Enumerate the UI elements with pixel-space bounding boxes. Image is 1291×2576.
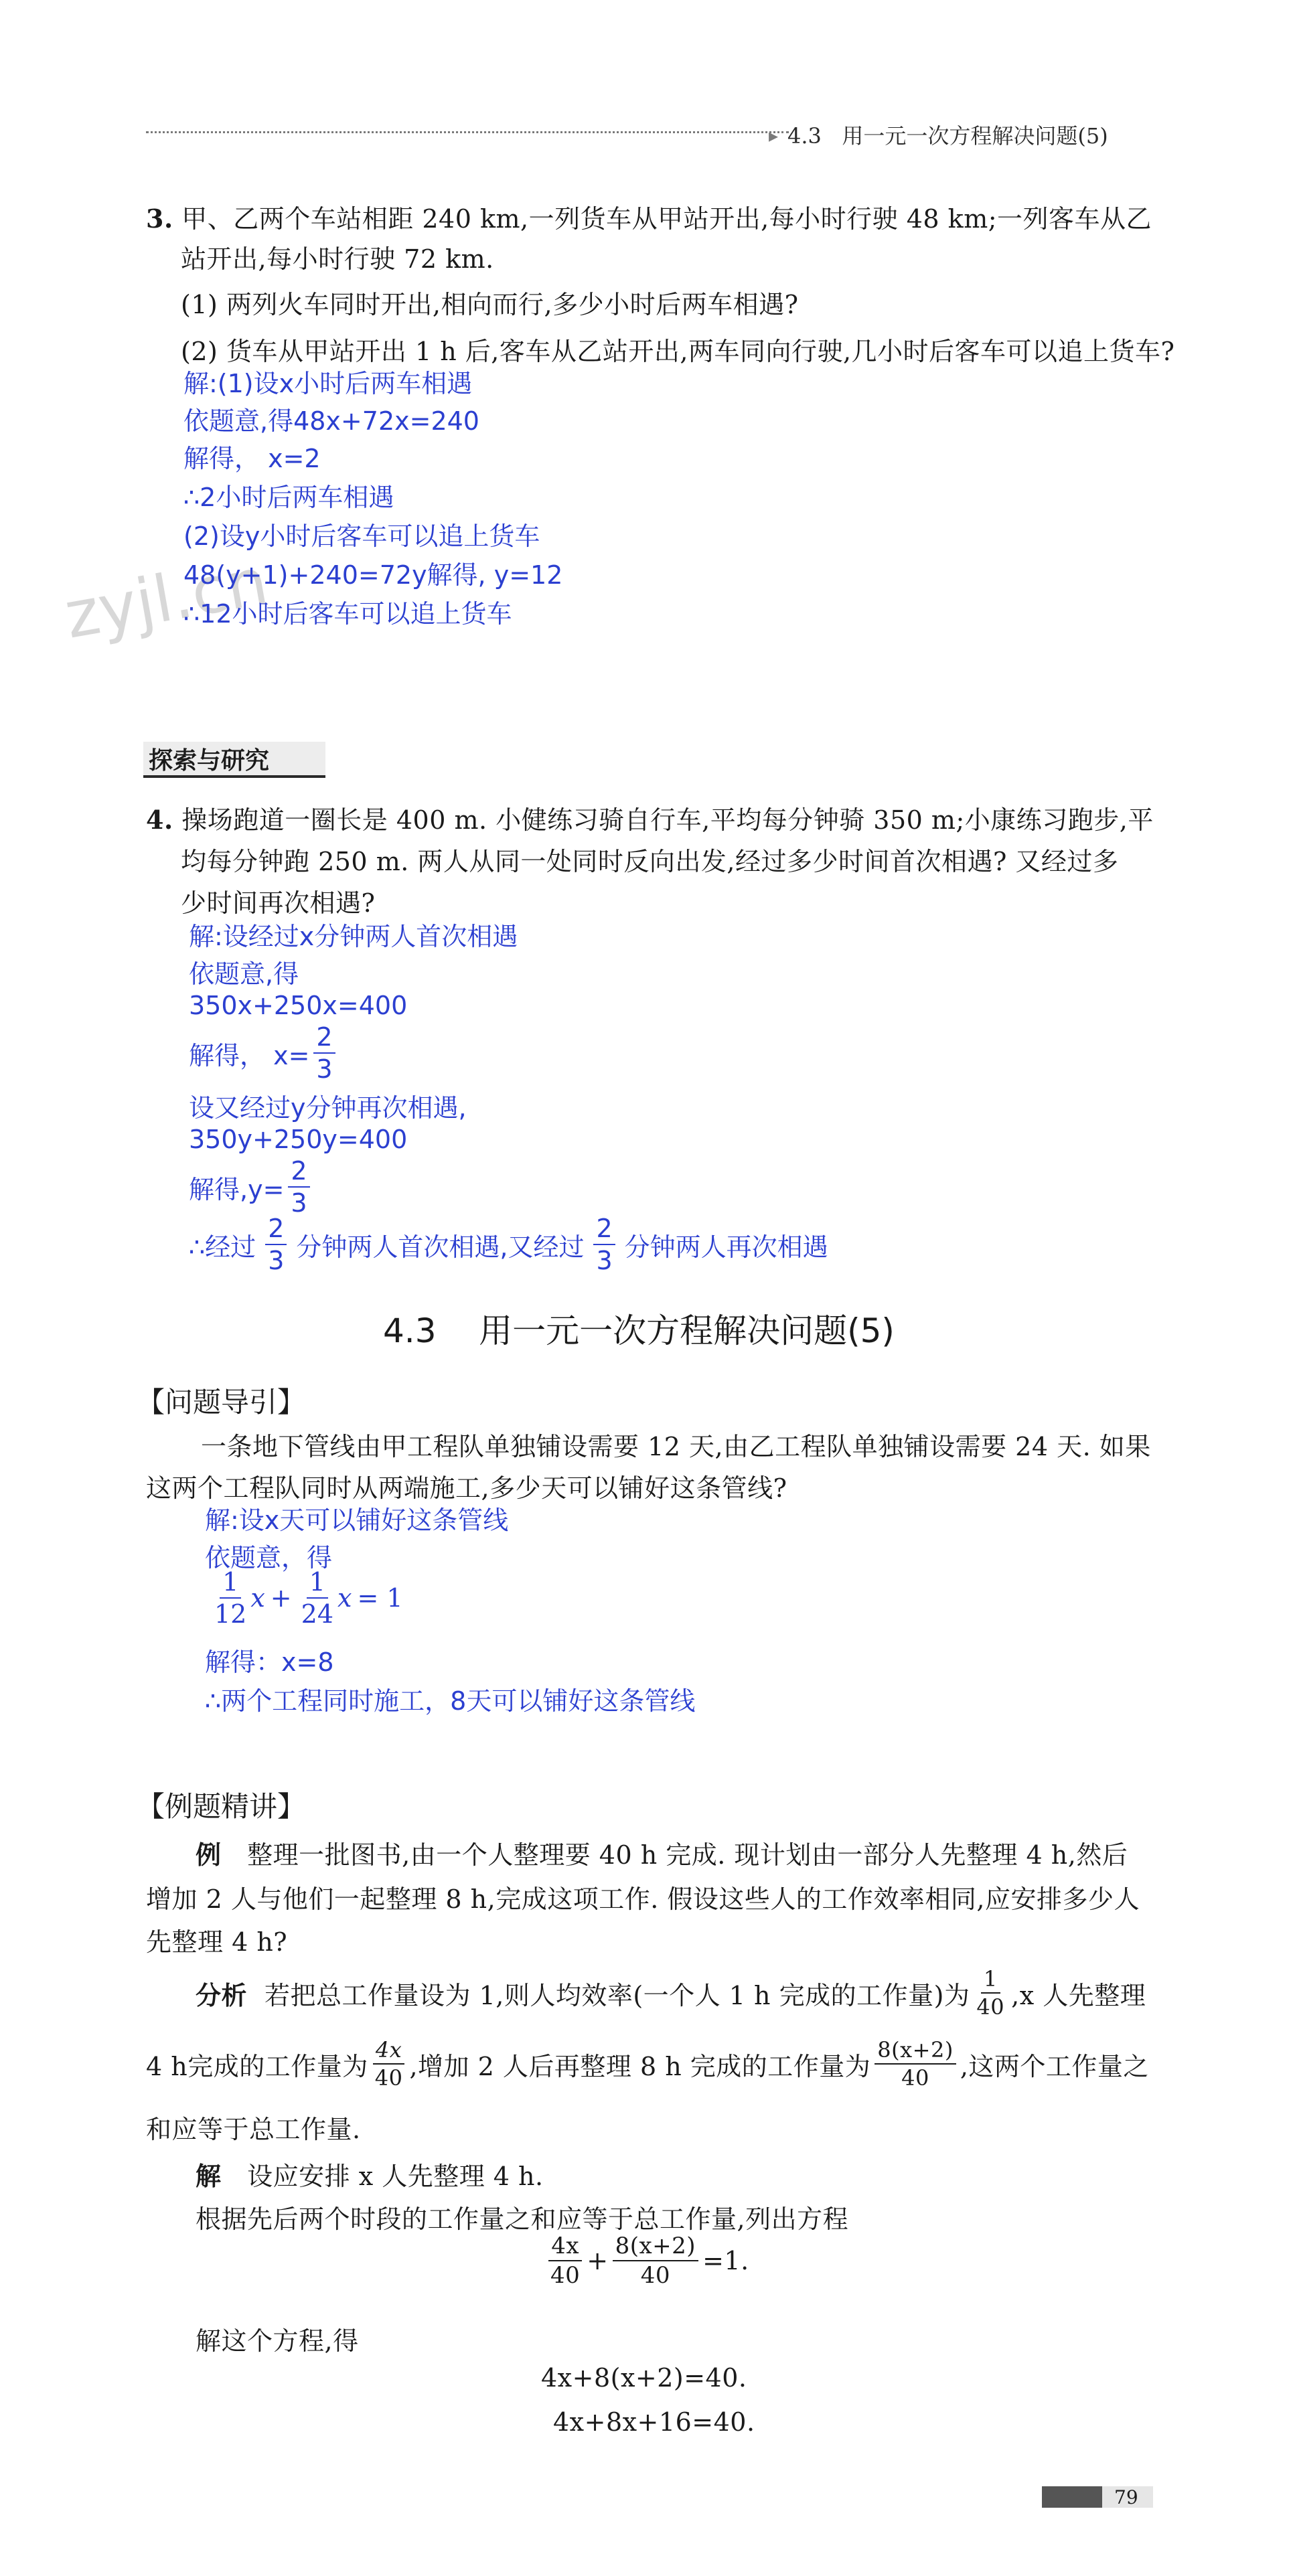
guide-answer-5: ∴两个工程同时施工，8天可以铺好这条管线 xyxy=(205,1686,696,1716)
guide-heading: 【问题导引】 xyxy=(137,1386,306,1419)
analysis-line-2 xyxy=(146,2039,1149,2089)
solution-text: 设应安排 x 人先整理 4 h. xyxy=(247,2162,544,2191)
problem-3-line-1 xyxy=(146,198,1152,235)
guide-answer-2: 依题意，得 xyxy=(205,1543,333,1573)
header-arrow-icon: ▸ xyxy=(769,125,779,147)
fraction xyxy=(265,1216,287,1273)
fraction-denominator: 3 xyxy=(316,1054,333,1084)
watermark: zyjl.cn xyxy=(59,544,274,653)
equation-variable: x xyxy=(337,1583,352,1613)
problem-4-answer-3: 350x+250x=400 xyxy=(189,991,408,1020)
equation-variable: x xyxy=(250,1583,265,1613)
solution-label: 解 xyxy=(196,2161,222,2191)
example-text-1: 整理一批图书,由一个人整理要 40 h 完成. 现计划由一部分人先整理 4 h,然后 xyxy=(247,1840,1128,1870)
header-section-number: 4.3 xyxy=(787,123,822,149)
section-title-text: 用一元一次方程解决问题(5) xyxy=(479,1311,895,1350)
analysis-text-b: ,x 人先整理 xyxy=(1011,1980,1146,2010)
guide-line-2: 这两个工程队同时从两端施工,多少天可以铺好这条管线? xyxy=(146,1473,787,1503)
problem-3-answer-line: ∴2小时后两车相遇 xyxy=(183,483,394,512)
fraction-denominator: 40 xyxy=(976,1994,1005,2020)
analysis2-text-a: 4 h完成的工作量为 xyxy=(146,2051,368,2081)
analysis2-text-b: ,增加 2 人后再整理 8 h 完成的工作量为 xyxy=(409,2051,871,2081)
analysis-text-a: 若把总工作量设为 1,则人均效率(一个人 1 h 完成的工作量)为 xyxy=(264,1980,970,2010)
page-number: 79 xyxy=(1114,2486,1138,2508)
analysis-label: 分析 xyxy=(196,1980,248,2010)
fraction xyxy=(288,1158,309,1216)
solution-step-2: 4x+8x+16=40. xyxy=(553,2407,755,2437)
problem-3-line-2: 站开出,每小时行驶 72 km. xyxy=(181,244,494,274)
answer-7-prefix: 解得,y= xyxy=(189,1174,285,1204)
problem-3-question-1: (1) 两列火车同时开出,相向而行,多少小时后两车相遇? xyxy=(181,290,799,319)
solution-step-1: 4x+8(x+2)=40. xyxy=(541,2363,747,2393)
problem-4-answer-4 xyxy=(189,1024,339,1082)
fraction-denominator: 3 xyxy=(268,1246,285,1275)
fraction-numerator: 2 xyxy=(288,1158,309,1188)
fraction-numerator: 8(x+2) xyxy=(875,2039,956,2065)
problem-4-text-1: 操场跑道一圈长是 400 m. 小健练习骑自行车,平均每分钟骑 350 m;小康练习跑步,平 xyxy=(181,805,1154,835)
answer-8-suffix: 分钟两人再次相遇 xyxy=(624,1232,828,1262)
problem-4-answer-7 xyxy=(189,1158,314,1216)
solution-line-1 xyxy=(196,2156,544,2192)
fraction-denominator: 24 xyxy=(301,1599,333,1629)
fraction-denominator: 12 xyxy=(214,1599,247,1629)
fraction-numerator: 1 xyxy=(307,1569,328,1599)
fraction xyxy=(613,2235,698,2287)
problem-3-number: 3. xyxy=(146,204,173,234)
problem-3-question-2: (2) 货车从甲站开出 1 h 后,客车从乙站开出,两车同向行驶,几小时后客车可以追上货车? xyxy=(181,337,1175,366)
equation-plus: + xyxy=(587,2246,609,2275)
problem-4-answer-5: 设又经过y分钟再次相遇, xyxy=(189,1093,467,1123)
problem-4-answer-1: 解:设经过x分钟两人首次相遇 xyxy=(189,922,518,951)
problem-3-answer-line: ∴12小时后客车可以追上货车 xyxy=(183,599,512,629)
fraction xyxy=(372,2039,406,2089)
fraction xyxy=(875,2039,956,2089)
example-heading: 【例题精讲】 xyxy=(137,1790,306,1823)
running-header xyxy=(787,119,1108,150)
fraction-denominator: 40 xyxy=(640,2262,670,2289)
analysis2-text-c: ,这两个工作量之 xyxy=(960,2051,1149,2081)
solution-equation xyxy=(544,2235,749,2287)
section-number: 4.3 xyxy=(383,1311,437,1350)
fraction-denominator: 40 xyxy=(374,2065,403,2091)
guide-line-1: 一条地下管线由甲工程队单独铺设需要 12 天,由乙工程队单独铺设需要 24 天. 如果 xyxy=(201,1432,1151,1461)
answer-8-middle: 分钟两人首次相遇,又经过 xyxy=(296,1232,585,1262)
fraction-denominator: 3 xyxy=(291,1188,307,1218)
problem-4-number: 4. xyxy=(146,805,173,835)
problem-4-line-2: 均每分钟跑 250 m. 两人从同一处同时反向出发,经过多少时间首次相遇? 又经过多 xyxy=(181,847,1119,876)
problem-3-answer-line: 解:(1)设x小时后两车相遇 xyxy=(183,369,473,398)
equation-rest: =1. xyxy=(702,2246,749,2275)
guide-answer-1: 解:设x天可以铺好这条管线 xyxy=(205,1506,509,1535)
example-line-2: 增加 2 人与他们一起整理 8 h,完成这项工作. 假设这些人的工作效率相同,应安排多少人 xyxy=(146,1884,1140,1914)
fraction-numerator: 1 xyxy=(220,1569,241,1599)
fraction-denominator: 3 xyxy=(596,1246,613,1275)
header-title: 用一元一次方程解决问题(5) xyxy=(842,123,1108,149)
problem-3-answer-line: 48(y+1)+240=72y解得, y=12 xyxy=(183,560,563,590)
fraction xyxy=(299,1569,336,1627)
problem-3-answer-line: 依题意,得48x+72x=240 xyxy=(183,406,479,436)
equation-plus: + xyxy=(270,1583,292,1613)
answer-4-prefix: 解得， x= xyxy=(189,1040,310,1070)
example-label: 例 xyxy=(196,1840,222,1870)
fraction-denominator: 40 xyxy=(550,2262,581,2289)
equation-rest: = 1 xyxy=(357,1583,403,1613)
header-dotted-rule xyxy=(146,131,789,133)
fraction xyxy=(593,1216,615,1273)
fraction-numerator: 4x xyxy=(373,2039,404,2065)
section-title xyxy=(383,1304,895,1352)
fraction xyxy=(548,2235,583,2287)
fraction xyxy=(212,1569,249,1627)
guide-answer-4: 解得：x=8 xyxy=(205,1647,334,1677)
fraction xyxy=(974,1968,1007,2018)
example-line-1 xyxy=(196,1834,1128,1871)
problem-4-answer-2: 依题意,得 xyxy=(189,959,299,989)
fraction-numerator: 2 xyxy=(593,1216,615,1245)
problem-3-text-1: 甲、乙两个车站相距 240 km,一列货车从甲站开出,每小时行驶 48 km;一列客车从乙 xyxy=(181,204,1152,234)
example-line-3: 先整理 4 h? xyxy=(146,1927,288,1957)
solution-line-2: 根据先后两个时段的工作量之和应等于总工作量,列出方程 xyxy=(196,2204,849,2234)
page-number-bar xyxy=(1042,2486,1102,2508)
analysis-line-3: 和应等于总工作量. xyxy=(146,2115,361,2144)
analysis-line-1 xyxy=(196,1968,1146,2018)
solve-text: 解这个方程,得 xyxy=(196,2326,359,2356)
fraction-denominator: 40 xyxy=(901,2065,929,2091)
problem-4-line-1 xyxy=(146,799,1154,836)
guide-equation xyxy=(210,1569,403,1627)
problem-4-line-3: 少时间再次相遇? xyxy=(181,888,376,918)
problem-4-answer-8 xyxy=(189,1216,828,1273)
problem-3-answer-line: 解得， x=2 xyxy=(183,444,321,473)
fraction-numerator: 2 xyxy=(313,1024,335,1054)
fraction-numerator: 1 xyxy=(981,1968,1000,1994)
explore-tag: 探索与研究 xyxy=(149,747,270,775)
fraction xyxy=(313,1024,335,1082)
problem-3-answer-line: (2)设y小时后客车可以追上货车 xyxy=(183,521,540,551)
fraction-numerator: 2 xyxy=(265,1216,287,1245)
problem-4-answer-6: 350y+250y=400 xyxy=(189,1125,408,1154)
fraction-numerator: 8(x+2) xyxy=(613,2235,698,2261)
answer-8-prefix: ∴经过 xyxy=(189,1232,256,1262)
fraction-numerator: 4x xyxy=(548,2235,582,2261)
